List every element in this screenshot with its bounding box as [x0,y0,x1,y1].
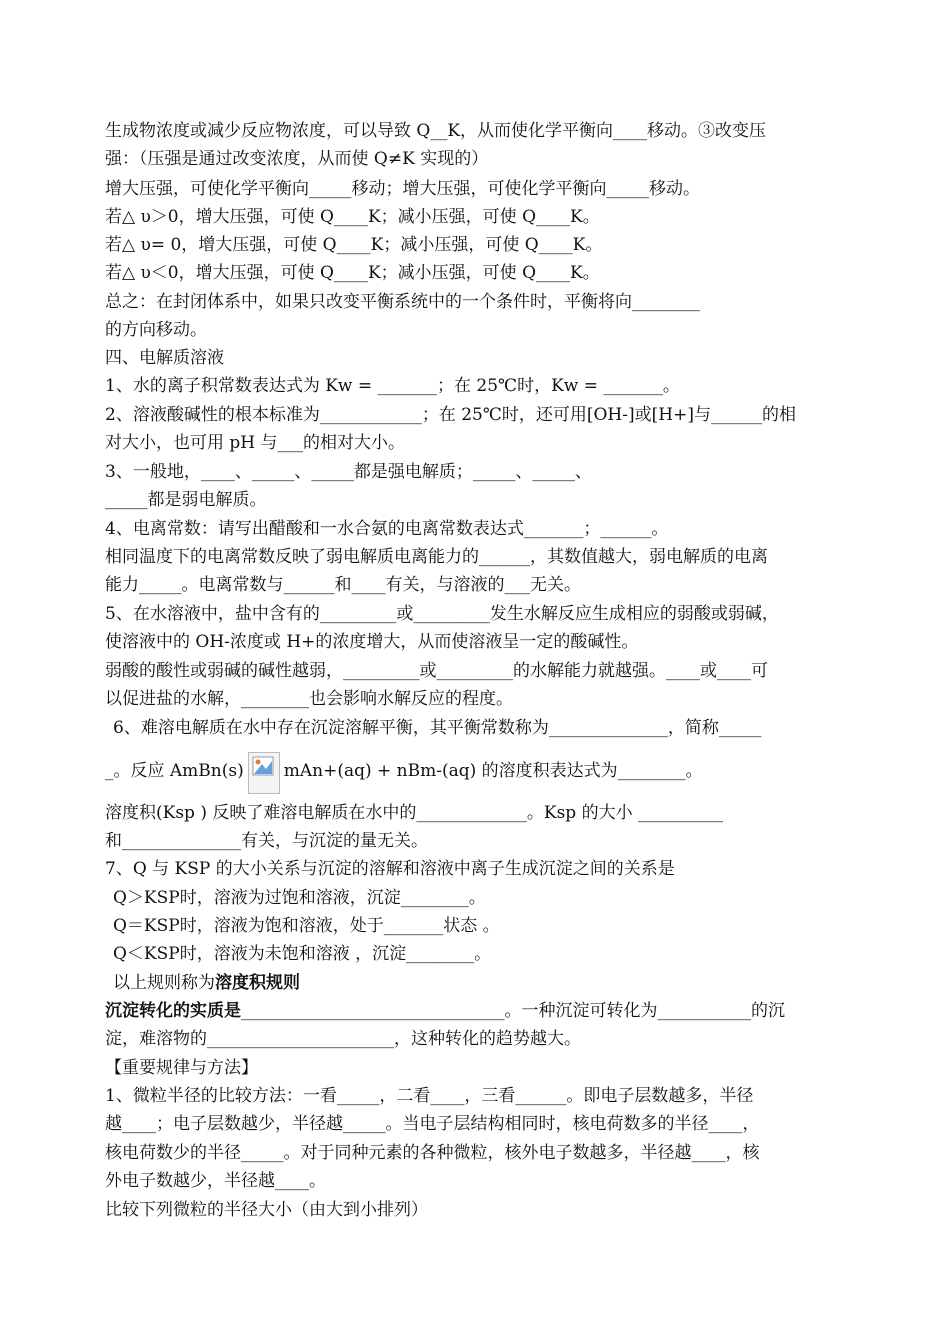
text-line: 溶度积(Ksp ) 反映了难溶电解质在水中的_____________。Ksp 的大小 __________ [105,803,723,823]
text-line: 生成物浓度或减少反应物浓度，可以导致 Q__K，从而使化学平衡向____移动。③改变压 [105,121,767,141]
text-line: 以促进盐的水解，________也会影响水解反应的程度。 [105,689,513,709]
bold-lead: 沉淀转化的实质是 [105,1001,241,1021]
text-line: Q＞KSP时，溶液为过饱和溶液，沉淀________。 [113,888,486,908]
section-heading: 【重要规律与方法】 [105,1058,258,1078]
equilibrium-arrow-icon [248,752,280,794]
text-line: 若△ υ= 0，增大压强，可使 Q____K；减小压强，可使 Q____K。 [105,235,603,255]
text-line: 总之：在封闭体系中，如果只改变平衡系统中的一个条件时，平衡将向________ [105,292,700,312]
text-line: 5、在水溶液中，盐中含有的_________或_________发生水解反应生成相应的弱酸或弱碱， [105,604,779,624]
text-rest: _______________________________。一种沉淀可转化为___________的沉 [241,1001,785,1021]
text-line: 4、电离常数：请写出醋酸和一水合氨的电离常数表达式_______；______。 [105,519,669,539]
text-line: 3、一般地，____、_____、_____都是强电解质；_____、_____、 [105,462,592,482]
text-line: 弱酸的酸性或弱碱的碱性越弱，_________或_________的水解能力就越强。____或____可 [105,661,768,681]
text-line: 若△ υ＜0，增大压强，可使 Q____K；减小压强，可使 Q____K。 [105,263,600,283]
text-line: 2、溶液酸碱性的根本标准为____________；在 25℃时，还可用[OH-]或[H+]与______的相 [105,405,796,425]
text-line: 7、Q 与 KSP 的大小关系与沉淀的溶解和溶液中离子生成沉淀之间的关系是 [105,859,675,879]
reaction-suffix: mAn+(aq) + nBm-(aq) 的溶度积表达式为________。 [283,761,703,781]
text-line: 强：（压强是通过改变浓度，从而使 Q≠K 实现的） [105,149,489,169]
text-line: 外电子数越少，半径越____。 [105,1171,326,1191]
text-line: 相同温度下的电离常数反映了弱电解质电离能力的______，其数值越大，弱电解质的电离 [105,547,768,567]
section-heading: 四、电解质溶液 [105,348,224,368]
text-line [105,1000,785,1022]
reaction-prefix: _。反应 AmBn(s) [105,761,244,781]
text-line: 若△ υ＞0，增大压强，可使 Q____K；减小压强，可使 Q____K。 [105,207,600,227]
text-line: 6、难溶电解质在水中存在沉淀溶解平衡，其平衡常数称为______________，简称_____ [113,718,762,738]
text-line: 增大压强，可使化学平衡向_____移动；增大压强，可使化学平衡向_____移动。 [105,179,700,199]
text-line: 1、水的离子积常数表达式为 Kw = _______；在 25℃时，Kw = _______。 [105,376,680,396]
text-line: 使溶液中的 OH-浓度或 H+的浓度增大，从而使溶液呈一定的酸碱性。 [105,632,639,652]
text-line: 越____；电子层数越少，半径越_____。当电子层结构相同时，核电荷数多的半径____， [105,1114,760,1134]
text-line: _____都是弱电解质。 [105,490,267,510]
text-line: 和______________有关，与沉淀的量无关。 [105,831,428,851]
text-line: 比较下列微粒的半径大小（由大到小排列） [105,1200,428,1220]
rule-name: 溶度积规则 [215,973,300,993]
rule-intro: 以上规则称为 [113,973,215,993]
text-line: 1、微粒半径的比较方法：一看_____，二看____，三看______。即电子层数越多，半径 [105,1086,754,1106]
text-line: Q＜KSP时，溶液为未饱和溶液 ，沉淀________。 [113,944,492,964]
text-line: 淀，难溶物的______________________，这种转化的趋势越大。 [105,1029,581,1049]
text-line: 能力_____。电离常数与______和____有关，与溶液的___无关。 [105,575,581,595]
text-line: 对大小，也可用 pH 与___的相对大小。 [105,433,406,453]
text-line [113,972,300,994]
text-line: 核电荷数少的半径_____。对于同种元素的各种微粒，核外电子数越多，半径越____，核 [105,1143,760,1163]
text-line: Q＝KSP时，溶液为饱和溶液，处于_______状态 。 [113,916,500,936]
text-line: 的方向移动。 [105,320,207,340]
reaction-line [105,752,703,794]
